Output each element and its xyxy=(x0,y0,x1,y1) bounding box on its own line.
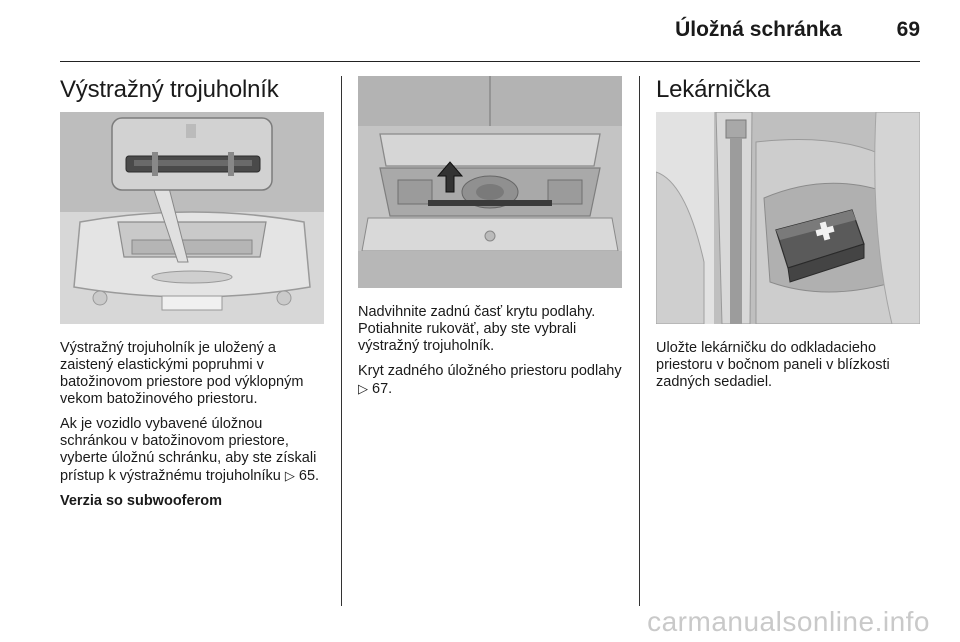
warning-triangle-text-1: Výstražný trojuholník je uložený a zaistený elastickými popruhmi v batožinovom priestore pod výklopným vekom batožinového priestoru. xyxy=(60,340,304,407)
column-divider-2 xyxy=(639,76,640,606)
subwoofer-text-2 xyxy=(358,363,624,398)
side-panel-image xyxy=(656,112,920,324)
warning-triangle-text-2-body: Ak je vozidlo vybavené úložnou schránkou v batožinovom priestore, vyberte úložnú schránku, aby ste získali prístup k výstražnému trojuholníku xyxy=(60,416,317,484)
reference-icon: ▷ xyxy=(358,381,368,396)
page-header xyxy=(0,14,960,50)
column-first-aid xyxy=(656,72,922,391)
subwoofer-text-2-body: Kryt zadného úložného priestoru podlahy xyxy=(358,363,622,379)
subwoofer-text-1: Nadvihnite zadnú časť krytu podlahy. Potiahnite rukoväť, aby ste vybrali výstražný trojuholník. xyxy=(358,304,596,354)
column-subwoofer xyxy=(358,72,624,398)
reference-icon: ▷ xyxy=(284,468,295,483)
watermark: carmanualsonline.info xyxy=(647,606,930,637)
warning-triangle-text-2 xyxy=(60,416,326,485)
subwoofer-floor-illustration xyxy=(358,76,622,288)
warning-triangle-illustration xyxy=(60,112,324,324)
trunk-rear-view-image xyxy=(60,112,324,324)
subheading-subwoofer: Verzia so subwooferom xyxy=(60,493,222,509)
section-title-warning-triangle: Výstražný trojuholník xyxy=(60,76,279,103)
header-rule xyxy=(60,61,920,62)
trunk-floor-image xyxy=(358,76,622,288)
page-number: 69 xyxy=(896,18,920,41)
column-warning-triangle xyxy=(60,72,326,510)
page-reference-65[interactable]: 65. xyxy=(298,468,320,484)
first-aid-text-1: Uložte lekárničku do odkladacieho priestoru v bočnom paneli v blízkosti zadných sedadiel. xyxy=(656,340,890,390)
chapter-title: Úložná schránka xyxy=(675,18,842,41)
page-reference-67[interactable]: 67. xyxy=(372,381,393,397)
first-aid-illustration xyxy=(656,112,920,324)
section-title-first-aid: Lekárnička xyxy=(656,76,771,103)
column-divider-1 xyxy=(341,76,342,606)
